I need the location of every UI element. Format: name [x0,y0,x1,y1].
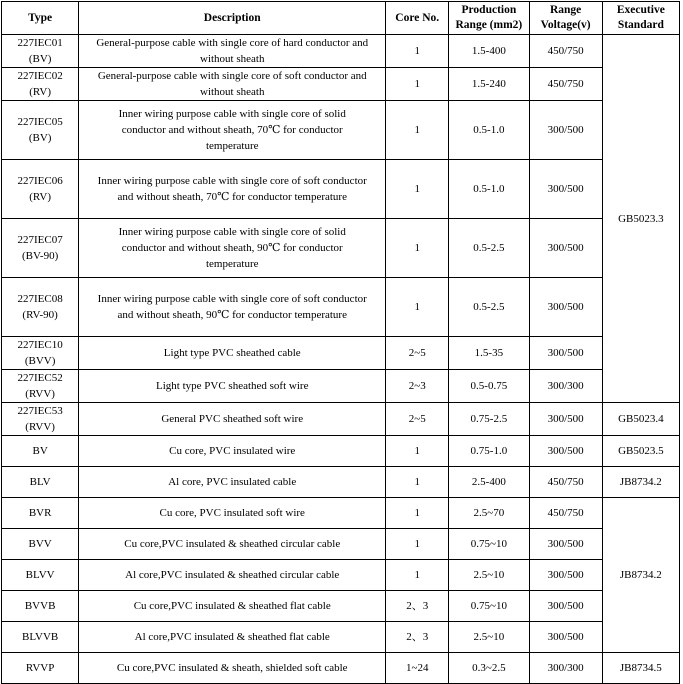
col-header-voltage-line1: Range [549,4,582,16]
voltage-cell: 300/500 [529,219,602,278]
voltage-cell: 300/500 [529,101,602,160]
description-cell: Al core,PVC insulated & sheathed circular cable [79,560,386,591]
core-cell: 1 [386,278,449,337]
voltage-cell: 300/500 [529,560,602,591]
description-cell [79,278,386,337]
voltage-cell: 450/750 [529,35,602,68]
core-cell: 1~24 [386,653,449,684]
type-cell: BVVB [2,591,79,622]
col-header-standard-line1: Executive [616,4,665,16]
col-header-voltage [529,2,602,35]
description-cell [79,219,386,278]
description-cell [79,101,386,160]
description-cell: General PVC sheathed soft wire [79,403,386,436]
range-cell: 1.5-240 [449,68,529,101]
type-cell: BV [2,436,79,467]
table-row [2,560,680,591]
type-line1: 227IEC53 [17,405,63,417]
table-row [2,68,680,101]
range-cell: 2.5~10 [449,560,529,591]
col-header-type: Type [2,2,79,35]
standard-cell: JB8734.2 [602,467,679,498]
range-cell: 0.75~10 [449,529,529,560]
table-row [2,219,680,278]
description-cell [79,35,386,68]
type-cell [2,370,79,403]
type-line1: 227IEC07 [17,234,63,246]
type-line1: 227IEC06 [17,175,63,187]
voltage-cell: 300/500 [529,403,602,436]
standard-cell: JB8734.2 [602,498,679,653]
range-cell: 0.5-1.0 [449,101,529,160]
core-cell: 1 [386,68,449,101]
core-cell: 1 [386,498,449,529]
col-header-range-line1: Production [461,4,517,16]
table-row [2,467,680,498]
type-cell [2,68,79,101]
description-line1: Inner wiring purpose cable with single core of solid [118,108,346,120]
col-header-standard-line2: Standard [617,19,664,31]
table-row [2,591,680,622]
description-cell: Al core,PVC insulated & sheathed flat cable [79,622,386,653]
core-cell: 2~5 [386,403,449,436]
type-line2: (RV-90) [22,309,58,321]
col-header-range-line2: Range (mm2) [455,19,523,31]
description-line2: and without sheath, 90℃ for conductor temperature [117,309,347,321]
type-line2: (BVV) [24,355,56,367]
core-cell: 1 [386,101,449,160]
core-cell: 1 [386,35,449,68]
table-row [2,622,680,653]
col-header-voltage-line2: Voltage(v) [540,19,591,31]
type-cell [2,337,79,370]
range-cell: 2.5~70 [449,498,529,529]
voltage-cell: 450/750 [529,498,602,529]
type-cell [2,101,79,160]
type-cell: RVVP [2,653,79,684]
range-cell: 0.5-0.75 [449,370,529,403]
core-cell: 1 [386,467,449,498]
table-row [2,35,680,68]
table-row [2,278,680,337]
standard-cell: GB5023.3 [602,35,679,403]
description-line2: without sheath [200,53,265,65]
col-header-description: Description [79,2,386,35]
description-cell: Cu core,PVC insulated & sheath, shielded soft cable [79,653,386,684]
description-cell: Cu core, PVC insulated soft wire [79,498,386,529]
voltage-cell: 300/500 [529,337,602,370]
voltage-cell: 300/500 [529,160,602,219]
description-line1: Inner wiring purpose cable with single core of soft conductor [97,293,367,305]
core-cell: 2~3 [386,370,449,403]
description-cell: Al core, PVC insulated cable [79,467,386,498]
voltage-cell: 300/500 [529,622,602,653]
description-cell [79,68,386,101]
description-line1: Inner wiring purpose cable with single core of soft conductor [97,175,367,187]
type-cell: BLV [2,467,79,498]
range-cell: 2.5-400 [449,467,529,498]
type-cell [2,160,79,219]
range-cell: 2.5~10 [449,622,529,653]
type-line1: 227IEC52 [17,372,63,384]
type-cell: BLVV [2,560,79,591]
core-cell: 1 [386,219,449,278]
type-cell [2,278,79,337]
range-cell: 0.75~10 [449,591,529,622]
range-cell: 1.5-400 [449,35,529,68]
table-row [2,529,680,560]
type-cell: BLVVB [2,622,79,653]
description-line3: temperature [205,140,259,152]
description-line1: Inner wiring purpose cable with single core of solid [118,226,346,238]
type-line2: (RVV) [25,421,55,433]
type-line1: 227IEC01 [17,37,63,49]
description-line2: and without sheath, 70℃ for conductor temperature [117,191,347,203]
col-header-range [449,2,529,35]
voltage-cell: 300/300 [529,653,602,684]
core-cell: 1 [386,529,449,560]
core-cell: 1 [386,560,449,591]
voltage-cell: 450/750 [529,68,602,101]
range-cell: 1.5-35 [449,337,529,370]
standard-cell: GB5023.4 [602,403,679,436]
range-cell: 0.5-1.0 [449,160,529,219]
core-cell: 1 [386,436,449,467]
voltage-cell: 300/500 [529,529,602,560]
table-row [2,160,680,219]
core-cell: 2~5 [386,337,449,370]
description-line3: temperature [205,258,259,270]
cable-spec-table [1,1,680,684]
description-line2: conductor and without sheath, 90℃ for conductor [121,242,343,254]
table-row [2,498,680,529]
col-header-standard [602,2,679,35]
range-cell: 0.3~2.5 [449,653,529,684]
voltage-cell: 450/750 [529,467,602,498]
type-line2: (RV) [29,86,51,98]
core-cell: 1 [386,160,449,219]
description-line2: without sheath [200,86,265,98]
type-line2: (RV) [29,191,51,203]
type-line1: 227IEC02 [17,70,63,82]
type-line1: 227IEC05 [17,116,63,128]
type-cell [2,403,79,436]
core-cell: 2、3 [386,622,449,653]
voltage-cell: 300/300 [529,370,602,403]
voltage-cell: 300/500 [529,591,602,622]
range-cell: 0.75-2.5 [449,403,529,436]
description-cell: Cu core,PVC insulated & sheathed flat cable [79,591,386,622]
type-line1: 227IEC10 [17,339,63,351]
description-line1: General-purpose cable with single core of hard conductor and [96,37,369,49]
range-cell: 0.75-1.0 [449,436,529,467]
standard-cell: GB5023.5 [602,436,679,467]
table-row [2,403,680,436]
description-cell: Cu core,PVC insulated & sheathed circular cable [79,529,386,560]
voltage-cell: 300/500 [529,278,602,337]
core-cell: 2、3 [386,591,449,622]
standard-cell: JB8734.5 [602,653,679,684]
range-cell: 0.5-2.5 [449,219,529,278]
description-line2: conductor and without sheath, 70℃ for conductor [121,124,343,136]
type-line1: 227IEC08 [17,293,63,305]
description-cell: Light type PVC sheathed cable [79,337,386,370]
table-row [2,337,680,370]
table-row [2,653,680,684]
range-cell: 0.5-2.5 [449,278,529,337]
col-header-core: Core No. [386,2,449,35]
description-cell: Light type PVC sheathed soft wire [79,370,386,403]
description-cell [79,160,386,219]
voltage-cell: 300/500 [529,436,602,467]
type-line2: (BV) [28,132,52,144]
type-line2: (BV-90) [21,250,59,262]
description-cell: Cu core, PVC insulated wire [79,436,386,467]
table-row [2,436,680,467]
table-row [2,101,680,160]
type-line2: (BV) [28,53,52,65]
table-row [2,370,680,403]
description-line1: General-purpose cable with single core of soft conductor and [97,70,367,82]
type-cell: BVV [2,529,79,560]
type-line2: (RVV) [25,388,55,400]
type-cell: BVR [2,498,79,529]
type-cell [2,35,79,68]
type-cell [2,219,79,278]
header-row [2,2,680,35]
